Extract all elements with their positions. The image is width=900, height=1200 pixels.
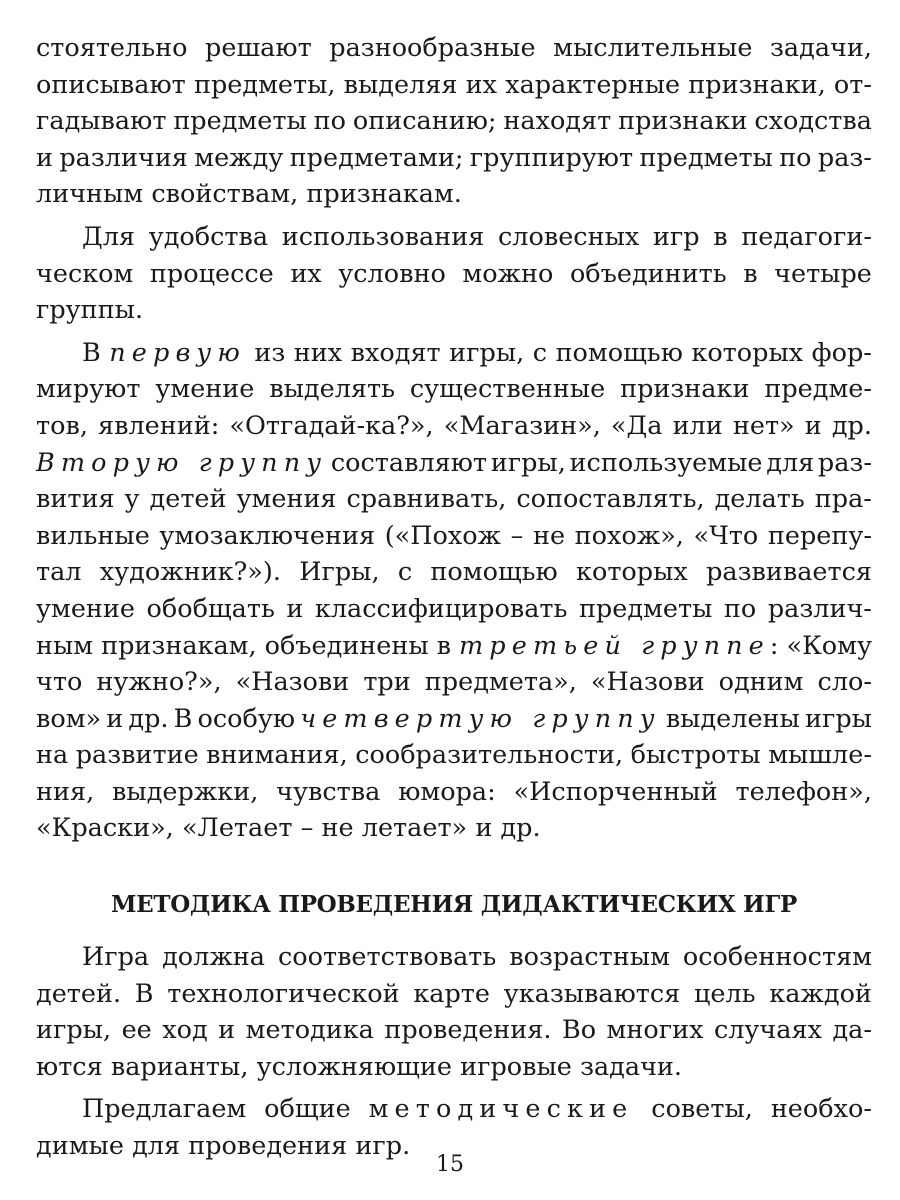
text-line: что нужно?», «Назови три предмета», «Назови одним сло-: [36, 667, 872, 698]
emphasis-advice: методические: [368, 1094, 634, 1125]
text-line: мируют умение выделять существенные признаки предме-: [36, 374, 872, 405]
text-line: личным свойствам, признакам.: [36, 179, 462, 210]
emphasis-second: Вторую группу: [36, 447, 328, 478]
text-line: Игра должна соответствовать возрастным особенностям: [82, 942, 872, 973]
text-line: гадывают предметы по описанию; находят признаки сходства: [36, 106, 872, 137]
text-line: «Краски», «Летает – не летает» и др.: [36, 813, 541, 844]
text-line: димые для проведения игр.: [36, 1131, 411, 1162]
paragraph-four-groups: [36, 335, 872, 847]
text-line: группы.: [36, 295, 144, 326]
text-line: вильные умозаключения («Похож – не похож», «Что перепу-: [36, 520, 872, 551]
text-line: вом» и др. В особую четвертую группу выделены игры: [36, 701, 872, 738]
text-line: В первую из них входят игры, с помощью которых фор-: [36, 335, 872, 372]
section-heading: МЕТОДИКА ПРОВЕДЕНИЯ ДИДАКТИЧЕСКИХ ИГР: [110, 891, 798, 919]
page-number: 15: [436, 1152, 464, 1177]
text-line: стоятельно решают разнообразные мыслительные задачи,: [36, 33, 872, 63]
text-line: ния, выдержки, чувства юмора: «Испорченный телефон»,: [36, 776, 872, 807]
paragraph-groups: [36, 219, 872, 329]
paragraph-intro: [36, 30, 872, 213]
text-line: вития у детей умения сравнивать, сопоставлять, делать пра-: [36, 484, 872, 515]
text-line: тов, явлений: «Отгадай-ка?», «Магазин», «Да или нет» и др.: [36, 410, 872, 441]
text-line: умение обобщать и классифицировать предметы по различ-: [36, 593, 872, 624]
text-line: детей. В технологической карте указываются цель каждой: [36, 978, 872, 1009]
text-line: на развитие внимания, сообразительности, быстроты мышле-: [36, 740, 872, 771]
emphasis-fourth: четвертую группу: [300, 703, 661, 734]
text-line: Вторую группу составляют игры, используемые для раз-: [36, 445, 872, 482]
book-page: [36, 30, 872, 1190]
text-line: Предлагаем общие методические советы, необхо-: [36, 1091, 872, 1128]
paragraph-method: [36, 939, 872, 1085]
text-line: и различия между предметами; группируют предметы по раз-: [36, 142, 872, 173]
text-line: Для удобства использования словесных игр в педагоги-: [82, 221, 872, 252]
emphasis-first: первую: [109, 337, 246, 368]
text-line: ются варианты, усложняющие игровые задачи.: [36, 1051, 683, 1082]
text-line: тал художник?»). Игры, с помощью которых развивается: [36, 557, 872, 588]
text-line: ческом процессе их условно можно объединить в четыре: [36, 258, 872, 289]
text-line: ным признакам, объединены в третьей группе: «Кому: [36, 630, 872, 661]
emphasis-third: третьей группе: [459, 630, 770, 661]
text-line: описывают предметы, выделяя их характерные признаки, от-: [36, 69, 872, 100]
text-line: игры, ее ход и методика проведения. Во многих случаях да-: [36, 1015, 872, 1046]
